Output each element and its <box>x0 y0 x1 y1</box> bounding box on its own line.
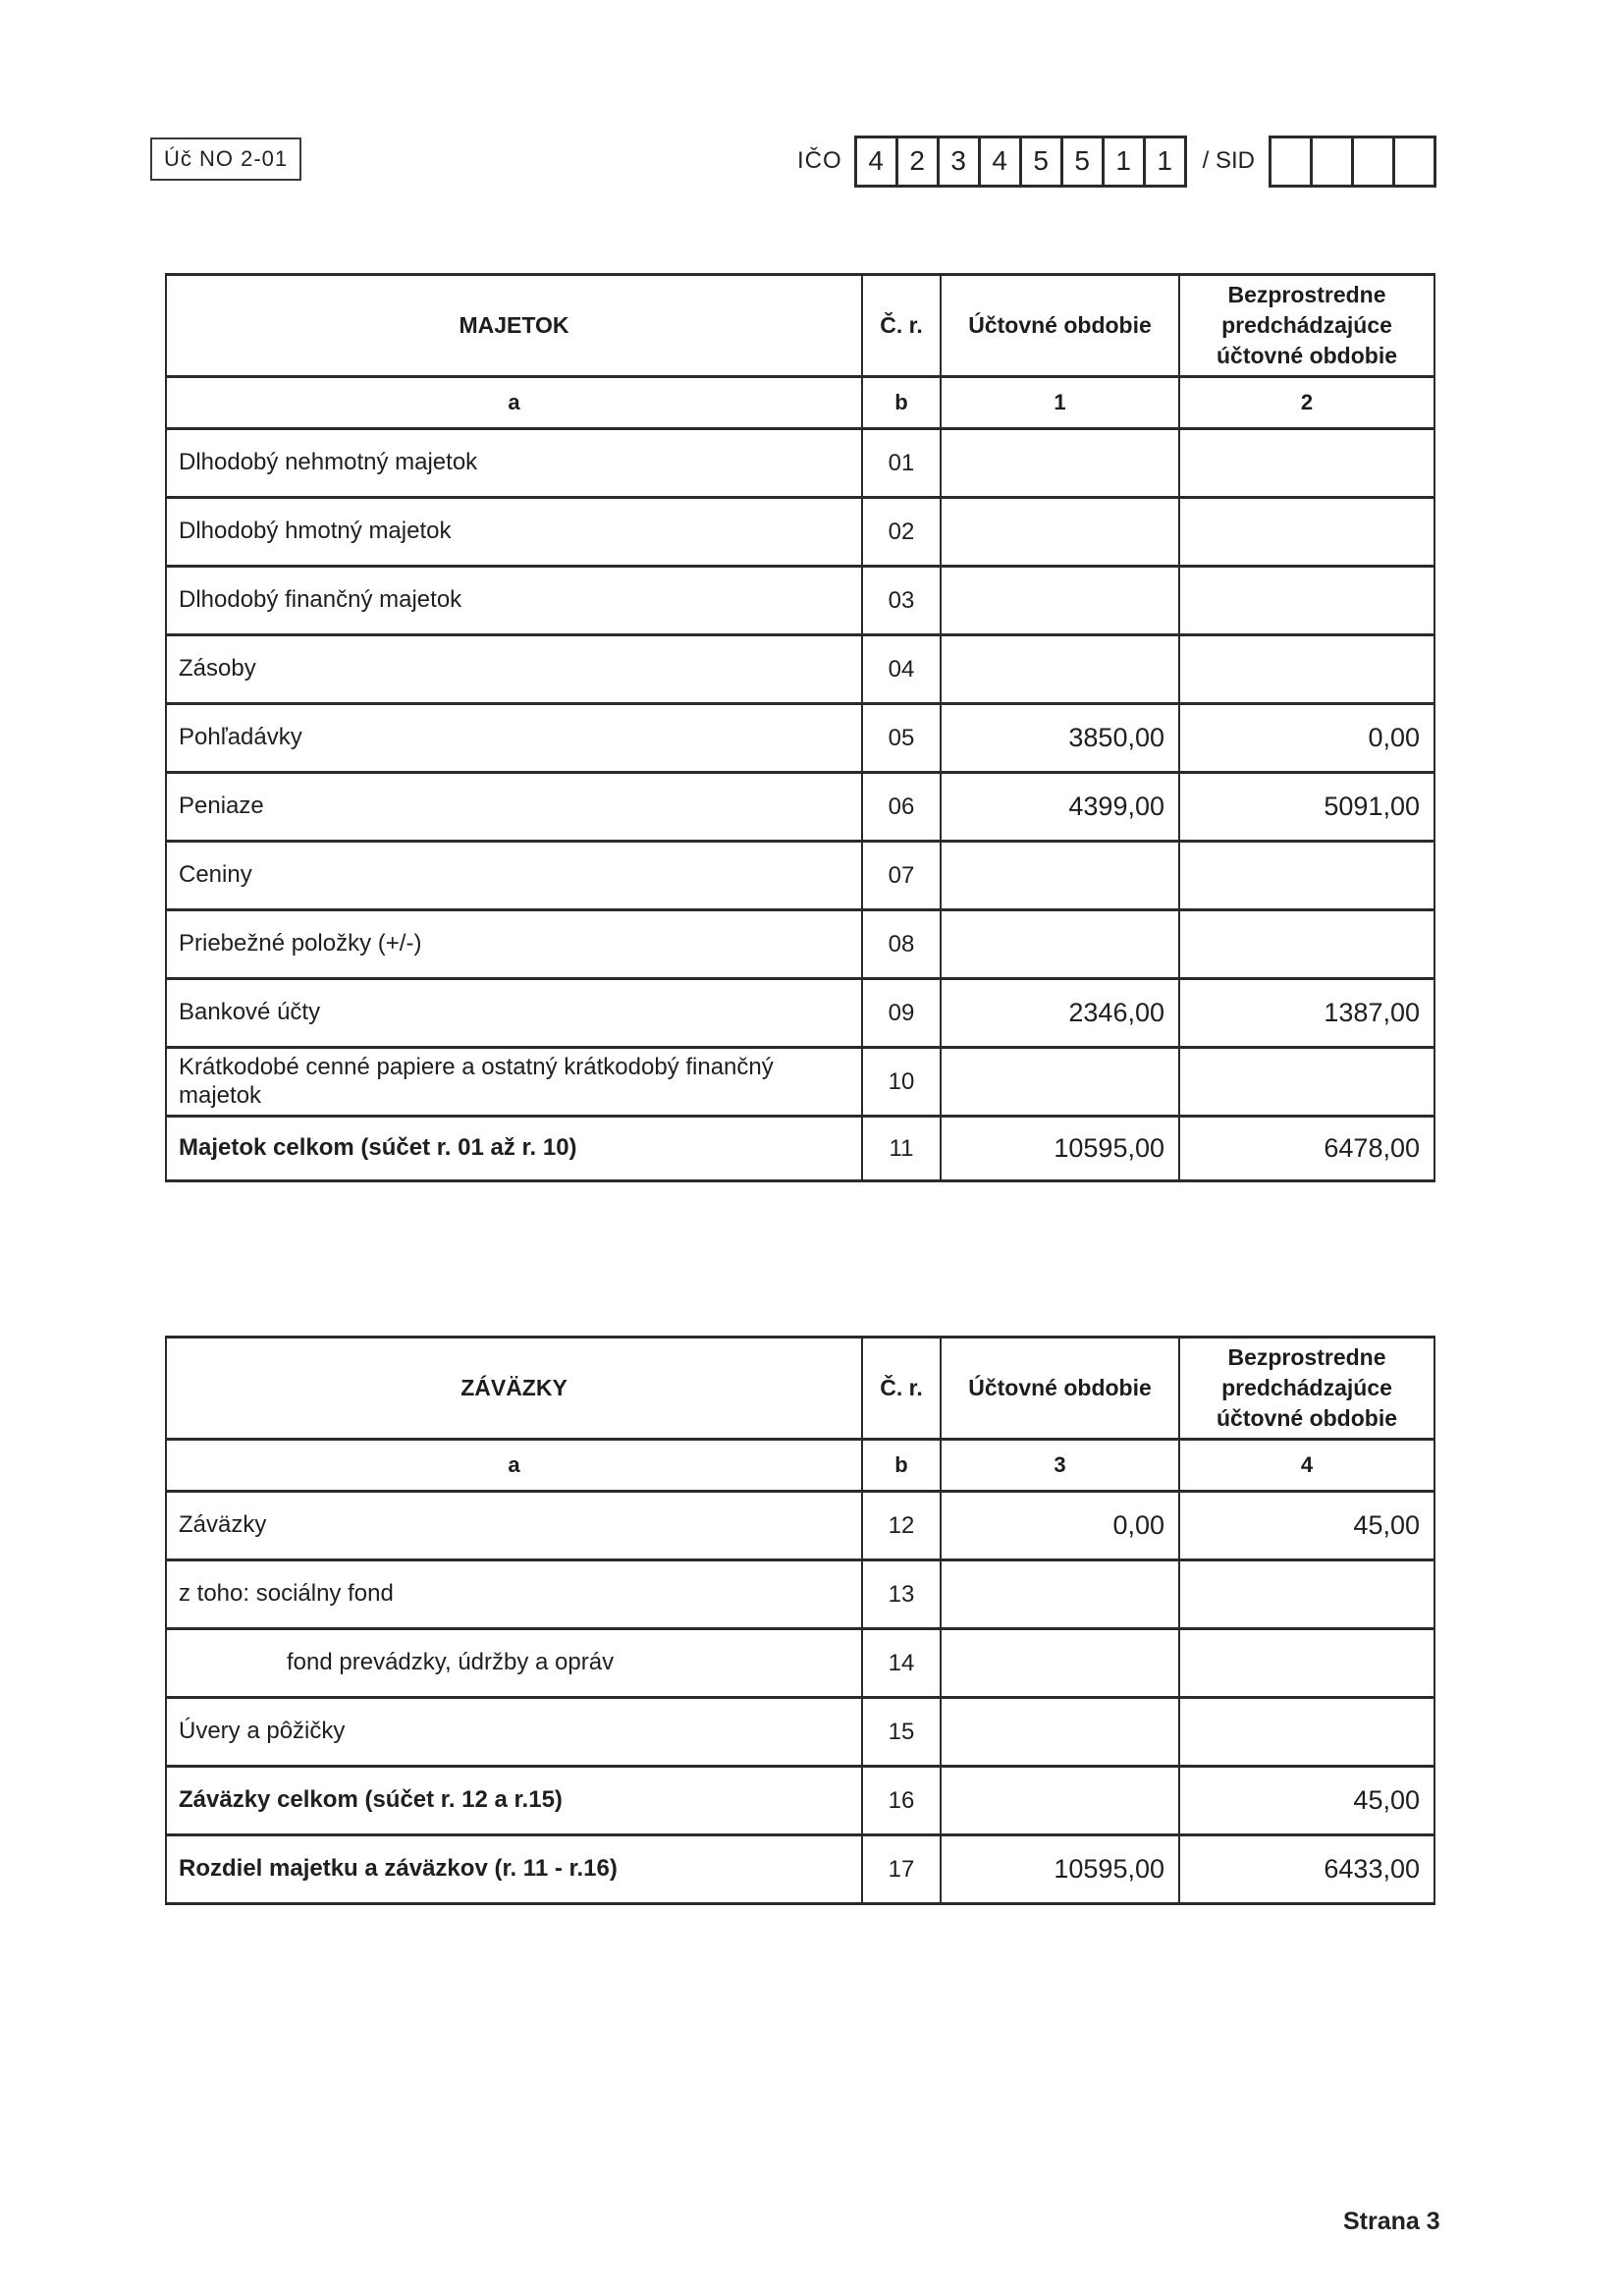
row-label: Dlhodobý hmotný majetok <box>166 498 862 567</box>
value-current <box>941 498 1179 567</box>
value-previous <box>1179 910 1434 979</box>
value-previous <box>1179 635 1434 704</box>
table-row <box>166 842 1434 910</box>
sid-digit-box <box>1392 136 1436 188</box>
subheader-b: b <box>862 1440 941 1492</box>
value-previous <box>1179 498 1434 567</box>
value-previous <box>1179 567 1434 635</box>
value-current: 2346,00 <box>941 979 1179 1048</box>
ico-digit-box: 2 <box>895 136 940 188</box>
value-current <box>941 842 1179 910</box>
row-label: Bankové účty <box>166 979 862 1048</box>
subheader-a: a <box>166 377 862 429</box>
value-previous: 6433,00 <box>1179 1835 1434 1904</box>
table-title: ZÁVÄZKY <box>166 1338 862 1440</box>
ico-digit-box: 3 <box>937 136 981 188</box>
row-label: Ceniny <box>166 842 862 910</box>
value-previous: 45,00 <box>1179 1767 1434 1835</box>
row-number: 02 <box>862 498 941 567</box>
row-label: Rozdiel majetku a záväzkov (r. 11 - r.16) <box>166 1835 862 1904</box>
sid-digit-boxes <box>1269 136 1436 188</box>
value-previous <box>1179 1048 1434 1117</box>
value-previous <box>1179 1698 1434 1767</box>
row-number: 13 <box>862 1560 941 1629</box>
sid-digit-box <box>1269 136 1313 188</box>
row-number: 15 <box>862 1698 941 1767</box>
row-number: 08 <box>862 910 941 979</box>
ico-digit-box: 4 <box>978 136 1022 188</box>
ico-digit-box: 5 <box>1019 136 1063 188</box>
col-header-current: Účtovné obdobie <box>941 275 1179 377</box>
sid-label: / SID <box>1202 147 1256 174</box>
value-current: 0,00 <box>941 1492 1179 1560</box>
value-previous <box>1179 1629 1434 1698</box>
row-label: Záväzky <box>166 1492 862 1560</box>
row-label: Priebežné položky (+/-) <box>166 910 862 979</box>
col-header-current: Účtovné obdobie <box>941 1338 1179 1440</box>
value-current <box>941 635 1179 704</box>
subheader-4: 4 <box>1179 1440 1434 1492</box>
table-row <box>166 1698 1434 1767</box>
value-current <box>941 567 1179 635</box>
form-code-box <box>150 137 301 181</box>
subheader-1: 1 <box>941 377 1179 429</box>
ico-sid-row <box>797 135 1436 188</box>
value-current <box>941 1698 1179 1767</box>
value-current <box>941 429 1179 498</box>
value-current: 4399,00 <box>941 773 1179 842</box>
zavazky-subheader-row <box>166 1440 1434 1492</box>
value-previous <box>1179 429 1434 498</box>
table-row <box>166 704 1434 773</box>
row-label: Majetok celkom (súčet r. 01 až r. 10) <box>166 1117 862 1181</box>
row-label: Dlhodobý nehmotný majetok <box>166 429 862 498</box>
row-number: 10 <box>862 1048 941 1117</box>
majetok-header-row <box>166 275 1434 377</box>
value-current: 3850,00 <box>941 704 1179 773</box>
row-label: Dlhodobý finančný majetok <box>166 567 862 635</box>
value-previous: 6478,00 <box>1179 1117 1434 1181</box>
table-row <box>166 1048 1434 1117</box>
value-current <box>941 1560 1179 1629</box>
row-label: Úvery a pôžičky <box>166 1698 862 1767</box>
value-previous: 45,00 <box>1179 1492 1434 1560</box>
col-header-row-num: Č. r. <box>862 275 941 377</box>
ico-label: IČO <box>797 147 842 174</box>
row-number: 01 <box>862 429 941 498</box>
col-header-previous: Bezprostredne predchádzajúce účtovné obdobie <box>1179 1338 1434 1440</box>
page-number: Strana 3 <box>1343 2208 1440 2235</box>
row-number: 14 <box>862 1629 941 1698</box>
value-previous: 5091,00 <box>1179 773 1434 842</box>
value-previous <box>1179 842 1434 910</box>
value-current <box>941 1767 1179 1835</box>
majetok-subheader-row <box>166 377 1434 429</box>
value-current <box>941 1629 1179 1698</box>
row-number: 12 <box>862 1492 941 1560</box>
table-total-row <box>166 1117 1434 1181</box>
table-row <box>166 910 1434 979</box>
row-number: 07 <box>862 842 941 910</box>
zavazky-header-row <box>166 1338 1434 1440</box>
table-row <box>166 1492 1434 1560</box>
ico-digit-boxes <box>854 136 1187 188</box>
table-row <box>166 979 1434 1048</box>
table-row <box>166 1560 1434 1629</box>
row-number: 05 <box>862 704 941 773</box>
table-row <box>166 773 1434 842</box>
table-total-row <box>166 1835 1434 1904</box>
col-header-row-num: Č. r. <box>862 1338 941 1440</box>
value-previous: 1387,00 <box>1179 979 1434 1048</box>
subheader-3: 3 <box>941 1440 1179 1492</box>
value-previous: 0,00 <box>1179 704 1434 773</box>
table-row <box>166 567 1434 635</box>
row-label: Pohľadávky <box>166 704 862 773</box>
value-current <box>941 910 1179 979</box>
ico-digit-box: 1 <box>1143 136 1187 188</box>
sid-digit-box <box>1310 136 1354 188</box>
row-label: Záväzky celkom (súčet r. 12 a r.15) <box>166 1767 862 1835</box>
value-current <box>941 1048 1179 1117</box>
ico-digit-box: 1 <box>1102 136 1146 188</box>
subheader-b: b <box>862 377 941 429</box>
row-number: 17 <box>862 1835 941 1904</box>
row-number: 11 <box>862 1117 941 1181</box>
ico-digit-box: 5 <box>1060 136 1105 188</box>
table-row <box>166 635 1434 704</box>
table-title: MAJETOK <box>166 275 862 377</box>
row-label: Zásoby <box>166 635 862 704</box>
row-number: 04 <box>862 635 941 704</box>
form-code-label: Úč NO 2-01 <box>164 146 289 171</box>
row-number: 03 <box>862 567 941 635</box>
row-number: 16 <box>862 1767 941 1835</box>
table-row <box>166 498 1434 567</box>
row-label: Peniaze <box>166 773 862 842</box>
table-total-row <box>166 1767 1434 1835</box>
row-label: z toho: sociálny fond <box>166 1560 862 1629</box>
row-number: 06 <box>862 773 941 842</box>
col-header-previous: Bezprostredne predchádzajúce účtovné obdobie <box>1179 275 1434 377</box>
subheader-a: a <box>166 1440 862 1492</box>
row-label: fond prevádzky, údržby a opráv <box>166 1629 862 1698</box>
value-current: 10595,00 <box>941 1835 1179 1904</box>
sid-digit-box <box>1351 136 1395 188</box>
row-label: Krátkodobé cenné papiere a ostatný krátkodobý finančný majetok <box>166 1048 862 1117</box>
ico-digit-box: 4 <box>854 136 898 188</box>
subheader-2: 2 <box>1179 377 1434 429</box>
majetok-table <box>165 273 1435 1182</box>
value-previous <box>1179 1560 1434 1629</box>
table-row <box>166 1629 1434 1698</box>
zavazky-table <box>165 1336 1435 1905</box>
value-current: 10595,00 <box>941 1117 1179 1181</box>
table-row <box>166 429 1434 498</box>
row-number: 09 <box>862 979 941 1048</box>
